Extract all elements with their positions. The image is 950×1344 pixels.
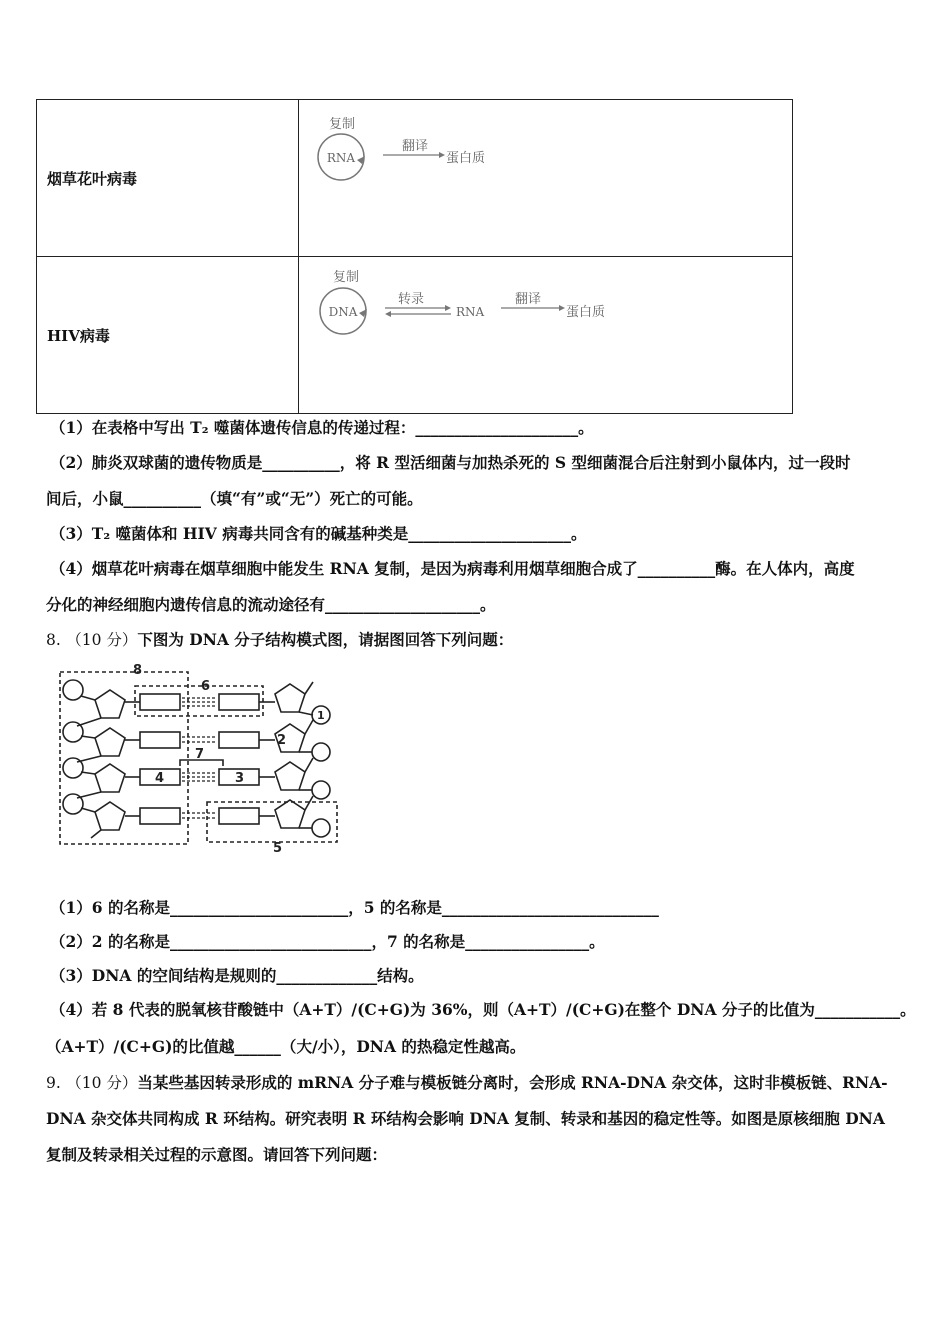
- virus-table: [36, 99, 793, 414]
- q7-line-4: （3）T₂ 噬菌体和 HIV 病毒共同含有的碱基种类是_____________________。: [50, 524, 587, 543]
- base: [140, 732, 180, 748]
- deoxyribose: [275, 800, 305, 828]
- base: [140, 694, 180, 710]
- mid-label: RNA: [456, 305, 485, 319]
- question-score: （10 分）: [66, 631, 138, 649]
- arrowhead: [559, 305, 565, 311]
- table-row: [37, 257, 793, 414]
- flow-diagram-tmv: [299, 100, 793, 257]
- base: [219, 694, 259, 710]
- virus-name: HIV病毒: [37, 257, 299, 414]
- deoxyribose: [95, 690, 125, 718]
- dna-structure-diagram: [55, 660, 355, 855]
- arrowhead: [385, 311, 391, 317]
- q9-line-2: DNA 杂交体共同构成 R 环结构。研究表明 R 环结构会影响 DNA 复制、转录和基因的稳定性等。如图是原核细胞 DNA: [46, 1109, 885, 1128]
- label-8: 8: [133, 663, 143, 678]
- deoxyribose: [275, 762, 305, 790]
- label-7: 7: [195, 747, 205, 762]
- table-row: [37, 100, 793, 257]
- loop-label: 复制: [333, 270, 360, 285]
- nucleotide-pair-box-6: [135, 686, 263, 716]
- question-score: （10 分）: [66, 1074, 138, 1092]
- node-label: RNA: [326, 151, 356, 165]
- q8-header: [46, 628, 513, 650]
- phosphate: [63, 680, 83, 700]
- q7-line-6: 分化的神经细胞内遗传信息的流动途径有____________________。: [46, 595, 496, 614]
- q8-line-3: （3）DNA 的空间结构是规则的_____________结构。: [50, 966, 424, 985]
- phosphate: [312, 819, 330, 837]
- node-label: DNA: [328, 305, 358, 319]
- phosphate: [312, 781, 330, 799]
- deoxyribose: [95, 764, 125, 792]
- question-number: 9.: [46, 1074, 61, 1092]
- q8-line-5: （A+T）/(C+G)的比值越______（大/小），DNA 的热稳定性越高。: [46, 1037, 526, 1056]
- base: [140, 808, 180, 824]
- deoxyribose: [95, 802, 125, 830]
- loop-label: 复制: [329, 117, 356, 132]
- label-2: 2: [277, 733, 287, 748]
- base: [219, 808, 259, 824]
- arrow-label: 翻译: [402, 139, 429, 154]
- q8-line-1: （1）6 的名称是_______________________，5 的名称是____________________________: [50, 898, 659, 917]
- deoxyribose: [95, 728, 125, 756]
- question-number: 8.: [46, 631, 61, 649]
- flow-diagram: [299, 100, 799, 256]
- virus-name: 烟草花叶病毒: [37, 100, 299, 257]
- product-label: 蛋白质: [566, 305, 606, 320]
- question-stem: 当某些基因转录形成的 mRNA 分子难与模板链分离时，会形成 RNA-DNA 杂交体，这时非模板链、RNA-: [137, 1073, 888, 1092]
- label-4: 4: [155, 771, 165, 786]
- deoxyribose: [275, 684, 305, 712]
- label-5: 5: [273, 841, 283, 855]
- q7-line-2: （2）肺炎双球菌的遗传物质是__________，将 R 型活细菌与加热杀死的 S 型细菌混合后注射到小鼠体内，过一段时: [50, 453, 851, 472]
- question-stem: 下图为 DNA 分子结构模式图，请据图回答下列问题：: [137, 630, 514, 649]
- label-3: 3: [235, 771, 245, 786]
- arrow-label: 转录: [398, 292, 425, 307]
- q9-line-1: [46, 1071, 888, 1093]
- q7-line-1: （1）在表格中写出 T₂ 噬菌体遗传信息的传递过程：_____________________。: [50, 418, 594, 437]
- arrowhead: [439, 152, 445, 158]
- arrow-label: 翻译: [515, 292, 542, 307]
- base: [219, 732, 259, 748]
- q7-line-5: （4）烟草花叶病毒在烟草细胞中能发生 RNA 复制，是因为病毒利用烟草细胞合成了__________酶。在人体内，高度: [50, 559, 855, 578]
- product-label: 蛋白质: [446, 151, 486, 166]
- phosphate: [312, 743, 330, 761]
- q9-line-3: 复制及转录相关过程的示意图。请回答下列问题：: [46, 1145, 388, 1164]
- flow-diagram-hiv: [299, 257, 793, 414]
- label-6: 6: [201, 679, 211, 694]
- arrowhead: [445, 305, 451, 311]
- q8-line-2: （2）2 的名称是__________________________，7 的名称是________________。: [50, 932, 605, 951]
- q7-line-3: 间后，小鼠__________（填“有”或“无”）死亡的可能。: [46, 489, 423, 508]
- flow-diagram: [299, 257, 799, 413]
- q8-line-4: （4）若 8 代表的脱氧核苷酸链中（A+T）/(C+G)为 36%，则（A+T）/(C+G)在整个 DNA 分子的比值为___________。: [50, 1000, 916, 1019]
- label-1: 1: [317, 709, 325, 722]
